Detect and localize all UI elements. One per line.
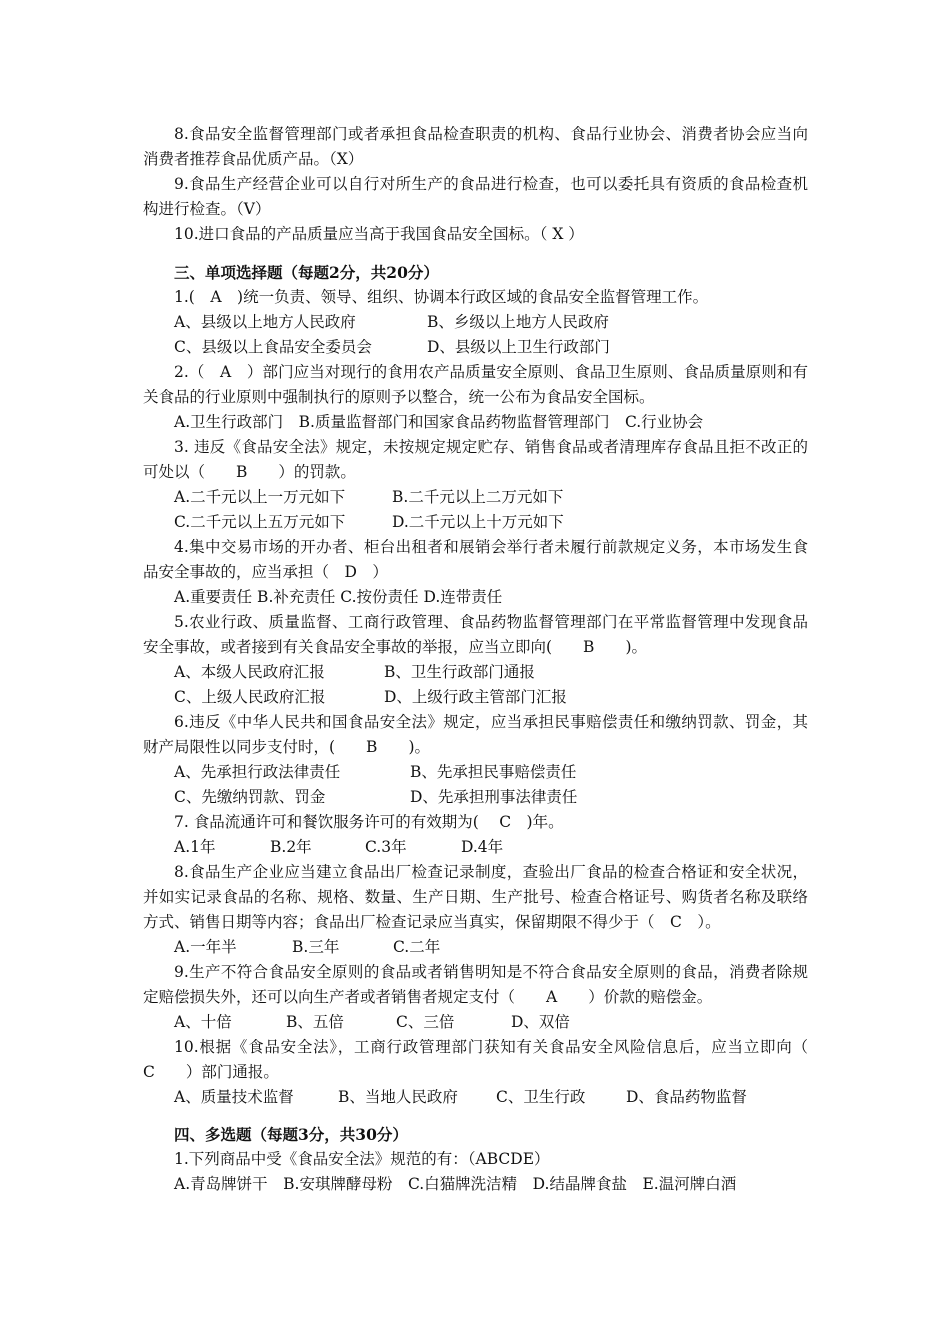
judge-question-10: 10.进口食品的产品质量应当高于我国食品安全国标。（ X ） bbox=[174, 225, 584, 243]
option-c: C.二千元以上五万元如下 bbox=[174, 513, 346, 531]
judge-question-8: 8.食品安全监督管理部门或者承担食品检查职责的机构、食品行业协会、消费者协会应当向消费者推荐食品优质产品。（X） bbox=[143, 125, 808, 168]
judge-question-9: 9.食品生产经营企业可以自行对所生产的食品进行检查，也可以委托具有资质的食品检查机构进行检查。（V） bbox=[143, 175, 808, 218]
option-c: C、先缴纳罚款、罚金 bbox=[174, 788, 326, 806]
single-q5-options-row2 bbox=[143, 685, 808, 710]
option-a: A、本级人民政府汇报 bbox=[174, 663, 325, 681]
single-question-9: 9.生产不符合食品安全原则的食品或者销售明知是不符合食品安全原则的食品，消费者除规定赔偿损失外，还可以向生产者或者销售者规定支付（ A ）价款的赔偿金。 bbox=[143, 963, 808, 1006]
option-b: B.二千元以上二万元如下 bbox=[392, 488, 564, 506]
single-question-3: 3. 违反《食品安全法》规定，未按规定规定贮存、销售食品或者清理库存食品且拒不改正的可处以（ B ）的罚款。 bbox=[143, 438, 808, 481]
single-q10-options bbox=[143, 1085, 808, 1110]
option-d: D、先承担刑事法律责任 bbox=[410, 788, 578, 806]
section-gap bbox=[143, 247, 808, 260]
single-q6-options-row1 bbox=[143, 760, 808, 785]
single-question-4: 4.集中交易市场的开办者、柜台出租者和展销会举行者未履行前款规定义务，本市场发生食品安全事故的，应当承担（ D ） bbox=[143, 538, 808, 581]
option-d: D、双倍 bbox=[511, 1013, 570, 1031]
multi-choice-heading: 四、多选题（每题3分，共30分） bbox=[174, 1125, 408, 1144]
single-q1-options-row2 bbox=[143, 335, 808, 360]
single-q8-options bbox=[143, 935, 808, 960]
option-d: D、食品药物监督 bbox=[626, 1088, 747, 1106]
single-question-1: 1.( A )统一负责、领导、组织、协调本行政区域的食品安全监督管理工作。 bbox=[174, 288, 709, 306]
single-q4-options: A.重要责任 B.补充责任 C.按份责任 D.连带责任 bbox=[174, 588, 503, 606]
option-c: C.二年 bbox=[393, 938, 441, 956]
single-q9-options bbox=[143, 1010, 808, 1035]
multi-q1-options: A.青岛牌饼干 B.安琪牌酵母粉 C.白猫牌洗洁精 D.结晶牌食盐 E.温河牌白酒 bbox=[174, 1175, 737, 1193]
single-q3-options-row1 bbox=[143, 485, 808, 510]
option-a: A、县级以上地方人民政府 bbox=[174, 313, 356, 331]
single-q5-options-row1 bbox=[143, 660, 808, 685]
option-d: D.4年 bbox=[461, 838, 504, 856]
section-gap bbox=[143, 1110, 808, 1122]
option-a: A、十倍 bbox=[174, 1013, 232, 1031]
option-a: A、质量技术监督 bbox=[174, 1088, 294, 1106]
option-a: A、先承担行政法律责任 bbox=[174, 763, 341, 781]
option-c: C.3年 bbox=[365, 838, 407, 856]
option-b: B、先承担民事赔偿责任 bbox=[410, 763, 577, 781]
single-choice-heading: 三、单项选择题（每题2分，共20分） bbox=[174, 263, 439, 282]
option-a: A.一年半 bbox=[174, 938, 237, 956]
option-b: B、乡级以上地方人民政府 bbox=[427, 313, 609, 331]
option-d: D、县级以上卫生行政部门 bbox=[427, 338, 610, 356]
single-q3-options-row2 bbox=[143, 510, 808, 535]
option-c: C、县级以上食品安全委员会 bbox=[174, 338, 372, 356]
single-question-8: 8.食品生产企业应当建立食品出厂检查记录制度，查验出厂食品的检查合格证和安全状况，并如实记录食品的名称、规格、数量、生产日期、生产批号、检查合格证号、购货者名称及联络方式、销售日期等内容；食品出厂检查记录应当真实，保留期限不得少于（ C ）。 bbox=[143, 863, 808, 931]
single-question-6: 6.违反《中华人民共和国食品安全法》规定，应当承担民事赔偿责任和缴纳罚款、罚金，其财产局限性以同步支付时，( B )。 bbox=[143, 713, 808, 756]
option-c: C、上级人民政府汇报 bbox=[174, 688, 326, 706]
single-q1-options-row1 bbox=[143, 310, 808, 335]
multi-question-1: 1.下列商品中受《食品安全法》规范的有：（ABCDE） bbox=[174, 1150, 550, 1168]
option-c: C、三倍 bbox=[396, 1013, 455, 1031]
document-body bbox=[143, 122, 840, 1197]
option-b: B、当地人民政府 bbox=[338, 1088, 458, 1106]
single-q7-options bbox=[143, 835, 808, 860]
option-a: A.1年 bbox=[174, 838, 216, 856]
single-q6-options-row2 bbox=[143, 785, 808, 810]
single-question-2: 2.（ A ）部门应当对现行的食用农产品质量安全原则、食品卫生原则、食品质量原则和有关食品的行业原则中强制执行的原则予以整合，统一公布为食品安全国标。 bbox=[143, 363, 808, 406]
option-d: D、上级行政主管部门汇报 bbox=[384, 688, 567, 706]
option-b: B、卫生行政部门通报 bbox=[384, 663, 535, 681]
option-a: A.二千元以上一万元如下 bbox=[174, 488, 346, 506]
option-d: D.二千元以上十万元如下 bbox=[392, 513, 564, 531]
option-b: B、五倍 bbox=[286, 1013, 344, 1031]
single-question-5: 5.农业行政、质量监督、工商行政管理、食品药物监督管理部门在平常监督管理中发现食品安全事故，或者接到有关食品安全事故的举报，应当立即向( B )。 bbox=[143, 613, 808, 656]
single-question-10: 10.根据《食品安全法》，工商行政管理部门获知有关食品安全风险信息后，应当立即向（ C ）部门通报。 bbox=[143, 1038, 840, 1081]
option-b: B.2年 bbox=[270, 838, 312, 856]
option-b: B.三年 bbox=[292, 938, 340, 956]
single-q2-options: A.卫生行政部门 B.质量监督部门和国家食品药物监督管理部门 C.行业协会 bbox=[174, 413, 704, 431]
option-c: C、卫生行政 bbox=[496, 1088, 586, 1106]
single-question-7: 7. 食品流通许可和餐饮服务许可的有效期为( C )年。 bbox=[174, 813, 564, 831]
